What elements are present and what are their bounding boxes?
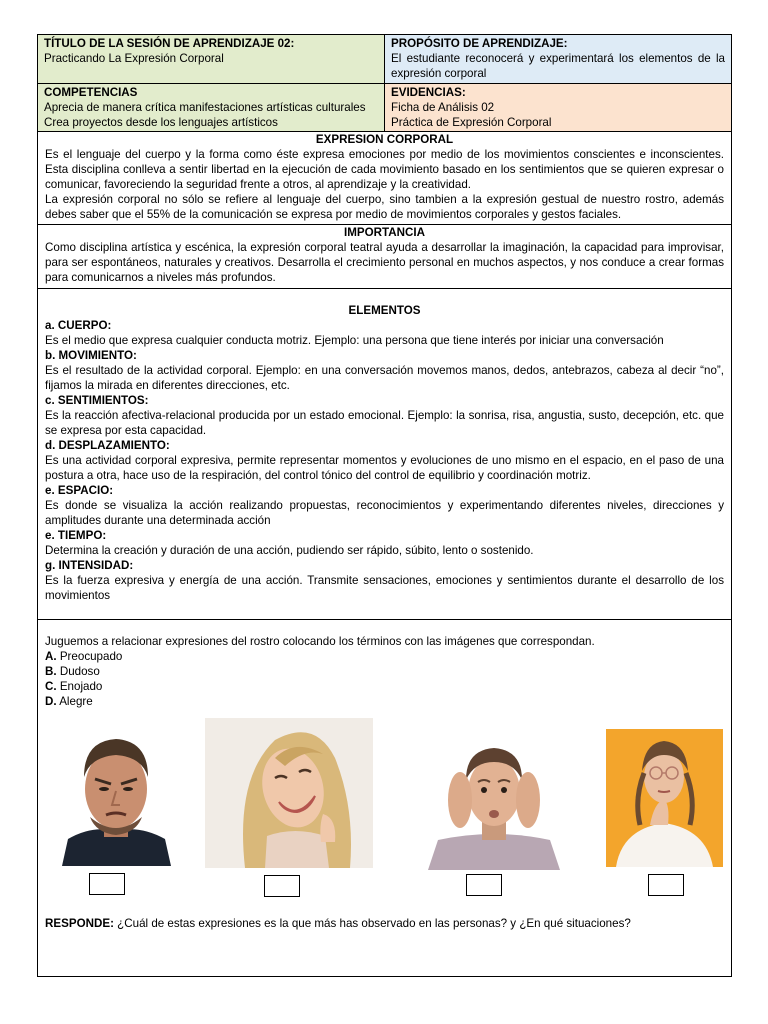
- option-letter: A.: [45, 650, 57, 663]
- angry-man-photo: [62, 727, 171, 866]
- element-title: e. TIEMPO:: [45, 529, 107, 542]
- evidence-label: EVIDENCIAS:: [391, 86, 466, 99]
- element-item: [45, 438, 724, 483]
- expresion-corporal-section: [38, 132, 731, 225]
- laughing-woman-photo: [205, 718, 373, 868]
- element-text: Es el medio que expresa cualquier conducta motriz. Ejemplo: una persona que tiene interés por iniciar una conversación: [45, 334, 664, 347]
- expresion-paragraph-2: La expresión corporal no sólo se refiere al lenguaje del cuerpo, sino tambien a la expresión gestual de nuestro rostro, además debes saber que el 55% de la comunicación se expresa por medio de movimientos corporales y gestos faciales.: [45, 193, 724, 221]
- elementos-heading: ELEMENTOS: [348, 304, 421, 317]
- header-row-1: [38, 35, 731, 84]
- importancia-section: [38, 225, 731, 289]
- evidence-cell: [385, 84, 731, 131]
- element-title: b. MOVIMIENTO:: [45, 349, 137, 362]
- expresion-heading: EXPRESION CORPORAL: [315, 133, 454, 146]
- evidence-item: Ficha de Análisis 02: [391, 101, 495, 114]
- element-title: c. SENTIMIENTOS:: [45, 394, 149, 407]
- worried-man-photo: [408, 740, 580, 870]
- session-title-value: Practicando La Expresión Corporal: [44, 52, 224, 65]
- competency-item: Crea proyectos desde los lenguajes artísticos: [44, 116, 278, 129]
- session-title-cell: [38, 35, 385, 83]
- element-text: Es la reacción afectiva-relacional producida por un estado emocional. Ejemplo: la sonrisa, risa, angustia, susto, decepción, etc. que se expresa por esta capacidad.: [45, 409, 724, 437]
- element-item: [45, 393, 724, 438]
- element-item: [45, 483, 724, 528]
- element-text: Es donde se visualiza la acción realizando propuestas, reconocimientos y experimentando diferentes niveles, direcciones y amplitudes durante una determinada acción: [45, 499, 724, 527]
- purpose-value: El estudiante reconocerá y experimentará los elementos de la expresión corporal: [391, 52, 725, 80]
- expresion-paragraph-1: Es el lenguaje del cuerpo y la forma como éste expresa emociones por medio de los movimientos conscientes e inconscientes. Esta disciplina conlleva a sentir libertad en la ejecución de cada movimiento basado en los sentimientos que se quieren expresar o comunicar, favoreciendo la seguridad frente a otros, al aprendizaje y la creatividad.: [45, 148, 724, 191]
- respond-label: RESPONDE:: [45, 917, 114, 930]
- purpose-cell: [385, 35, 731, 83]
- option-text: Enojado: [59, 680, 103, 693]
- option-item: [45, 649, 724, 664]
- option-item: [45, 664, 724, 679]
- element-item: [45, 348, 724, 393]
- element-text: Es una actividad corporal expresiva, permite representar momentos y evoluciones de uno mismo en el espacio, en el paso de una postura a otra, hace uso de la respiración, del control tónico del control de equilibrio y coordinación motriz.: [45, 454, 724, 482]
- respond-question: [45, 916, 631, 931]
- session-title-label: TÍTULO DE LA SESIÓN DE APRENDIZAJE 02:: [44, 37, 295, 50]
- option-letter: D.: [45, 695, 57, 708]
- element-title: d. DESPLAZAMIENTO:: [45, 439, 170, 452]
- option-text: Preocupado: [59, 650, 123, 663]
- elementos-section: [38, 289, 731, 620]
- option-letter: B.: [45, 665, 57, 678]
- respond-text: ¿Cuál de estas expresiones es la que más has observado en las personas? y ¿En qué situaciones?: [117, 917, 631, 930]
- element-item: [45, 318, 724, 348]
- answer-box-4[interactable]: [648, 874, 684, 896]
- competencies-label: COMPETENCIAS: [44, 86, 138, 99]
- element-item: [45, 558, 724, 603]
- element-title: g. INTENSIDAD:: [45, 559, 134, 572]
- thinking-girl-photo: [606, 729, 723, 867]
- answer-box-2[interactable]: [264, 875, 300, 897]
- element-title: a. CUERPO:: [45, 319, 112, 332]
- evidence-item: Práctica de Expresión Corporal: [391, 116, 552, 129]
- importancia-heading: IMPORTANCIA: [344, 226, 425, 239]
- element-item: [45, 528, 724, 558]
- competency-item: Aprecia de manera crítica manifestaciones artísticas culturales: [44, 101, 366, 114]
- option-letter: C.: [45, 680, 57, 693]
- activity-section: [38, 620, 731, 976]
- element-text: Determina la creación y duración de una acción, pudiendo ser rápido, súbito, lento o sostenido.: [45, 544, 534, 557]
- activity-instruction: Juguemos a relacionar expresiones del rostro colocando los términos con las imágenes que correspondan.: [45, 635, 595, 648]
- option-text: Alegre: [59, 695, 93, 708]
- importancia-text: Como disciplina artística y escénica, la expresión corporal teatral ayuda a desarrollar la imaginación, la capacidad para improvisar, para ser espontáneos, naturales y creativos. Desarrolla el crecimiento personal en muchos aspectos, y nos conduce a crear formas para comunicarnos a niveles más profundos.: [45, 241, 724, 284]
- option-text: Dudoso: [59, 665, 100, 678]
- answer-box-3[interactable]: [466, 874, 502, 896]
- answer-box-1[interactable]: [89, 873, 125, 895]
- element-text: Es la fuerza expresiva y energía de una acción. Transmite sensaciones, emociones y sentimientos durante el desarrollo de los movimientos: [45, 574, 724, 602]
- option-item: [45, 679, 724, 694]
- element-title: e. ESPACIO:: [45, 484, 114, 497]
- header-row-2: [38, 84, 731, 132]
- purpose-label: PROPÓSITO DE APRENDIZAJE:: [391, 37, 568, 50]
- competencies-cell: [38, 84, 385, 131]
- element-text: Es el resultado de la actividad corporal. Ejemplo: en una conversación movemos manos, dedos, antebrazos, cabeza al decir “no”, fijamos la mirada en diferentes direcciones, etc.: [45, 364, 724, 392]
- learning-session-sheet: [37, 34, 732, 977]
- option-item: [45, 694, 724, 709]
